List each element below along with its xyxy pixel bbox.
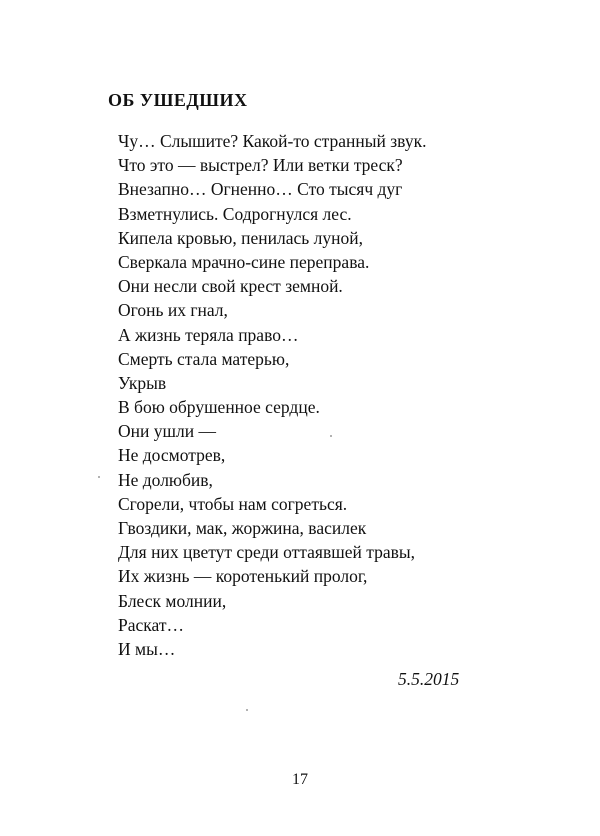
poem-line: Что это — выстрел? Или ветки треск? — [118, 155, 403, 176]
poem-line: Взметнулись. Содрогнулся лес. — [118, 203, 352, 224]
poem-line: И мы… — [118, 638, 176, 659]
poem-line: Сгорели, чтобы нам согреться. — [118, 493, 348, 514]
poem-line: Сверкала мрачно-сине переправа. — [118, 251, 370, 272]
poem-line: Они ушли — — [118, 421, 216, 442]
poem-line: Укрыв — [118, 372, 167, 393]
poem-line: Не долюбив, — [118, 469, 213, 490]
poem-line: Они несли свой крест земной. — [118, 276, 343, 297]
poem-line: Блеск молнии, — [118, 590, 227, 611]
poem-text — [118, 129, 426, 661]
poem-line: Внезапно… Огненно… Сто тысяч дуг — [118, 179, 403, 200]
paper-speck — [246, 709, 248, 711]
poem-line: Кипела кровью, пенилась луной, — [118, 227, 363, 248]
poem-line: А жизнь теряла право… — [118, 324, 299, 345]
poem-line: Их жизнь — коротенький пролог, — [118, 566, 368, 587]
page-number: 17 — [292, 771, 308, 788]
poem-line: Гвоздики, мак, жоржина, василек — [118, 518, 367, 538]
paper-speck — [98, 476, 100, 478]
poem-title: ОБ УШЕДШИХ — [108, 90, 248, 110]
poem-line: В бою обрушенное сердце. — [118, 397, 320, 418]
poem-line: Смерть стала матерью, — [118, 348, 290, 369]
poem-date: 5.5.2015 — [398, 669, 460, 689]
paper-speck — [330, 435, 332, 437]
poem-line: Чу… Слышите? Какой-то странный звук. — [118, 131, 427, 151]
poem-line: Для них цветут среди оттаявшей травы, — [118, 542, 415, 563]
poem-line: Не досмотрев, — [118, 445, 226, 466]
poem-line: Раскат… — [118, 614, 184, 635]
poem-line: Огонь их гнал, — [118, 300, 228, 321]
